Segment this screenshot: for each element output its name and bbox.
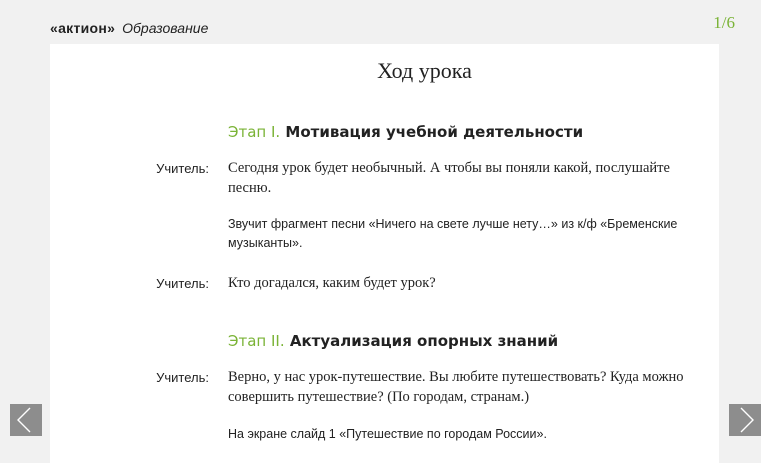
page-indicator: 1/6 [713, 13, 735, 32]
stage-title: Актуализация опорных знаний [289, 332, 559, 350]
document-page [50, 44, 719, 463]
prev-page-button[interactable] [10, 404, 42, 436]
chevron-right-icon [729, 404, 761, 436]
brand-name: «актион» [50, 20, 116, 36]
stage-heading [228, 123, 583, 141]
stage-title: Мотивация учебной деятельности [285, 123, 584, 141]
speech-text: Сегодня урок будет необычный. А чтобы вы поняли какой, послушайте песню. [228, 160, 670, 196]
next-page-button[interactable] [729, 404, 761, 436]
speaker-label: Учитель: [156, 161, 209, 176]
speech-text: Верно, у нас урок-путешествие. Вы любите путешествовать? Куда можно совершить путешествие? (По городам, странам.) [228, 369, 684, 405]
stage-number: Этап I. [228, 123, 281, 141]
stage-number: Этап II. [228, 332, 285, 350]
logo [50, 20, 208, 36]
stage-heading [228, 332, 558, 350]
page-title: Ход урока [377, 58, 472, 83]
speaker-label: Учитель: [156, 276, 209, 291]
note-text: Звучит фрагмент песни «Ничего на свете лучше нету…» из к/ф «Бременские музыканты». [228, 217, 678, 250]
note-text: На экране слайд 1 «Путешествие по городам России». [228, 427, 547, 441]
brand-subtitle: Образование [122, 20, 209, 36]
speaker-label: Учитель: [156, 370, 209, 385]
header [0, 0, 761, 44]
chevron-left-icon [10, 404, 42, 436]
speech-text: Кто догадался, каким будет урок? [228, 275, 436, 291]
